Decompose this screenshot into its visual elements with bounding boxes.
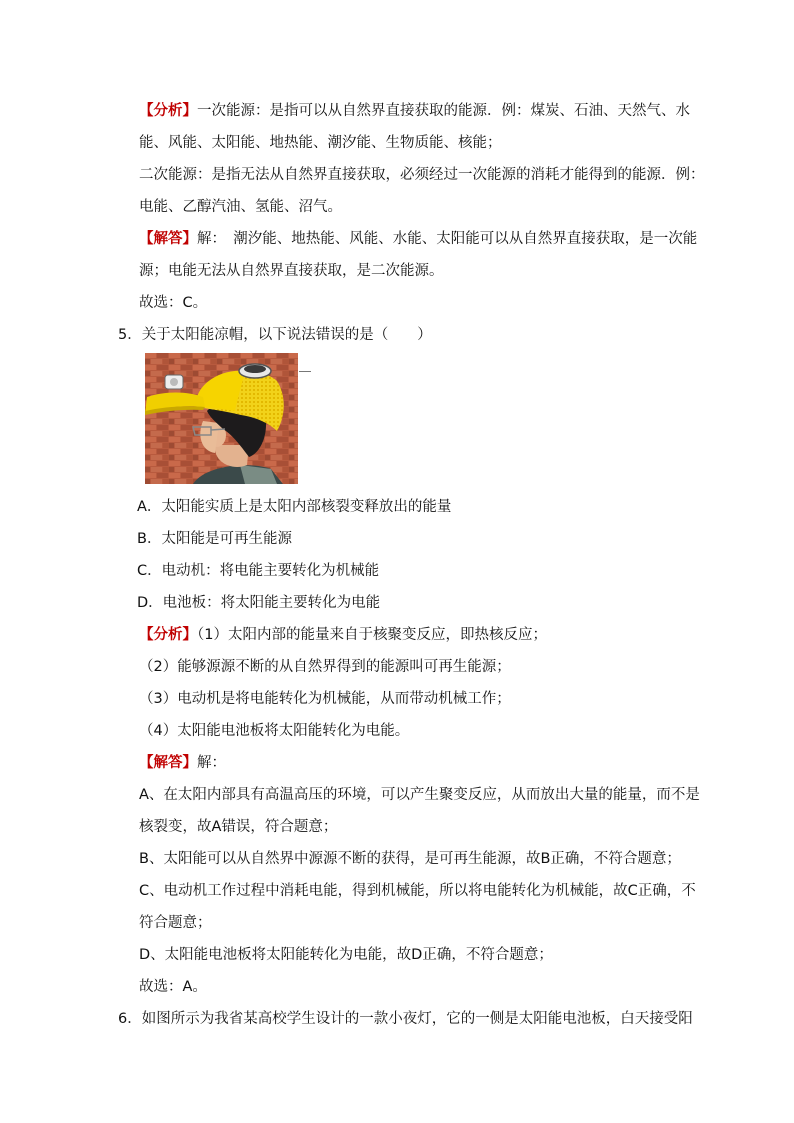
q5-answer-line-3: B、太阳能可以从自然界中源源不断的获得，是可再生能源，故B正确，不符合题意； [139,851,681,867]
q4-analysis-line-3: 二次能源：是指无法从自然界直接获取，必须经过一次能源的消耗才能得到的能源．例： [139,167,705,183]
q5-answer-line-6: D、太阳能电池板将太阳能转化为电能，故D正确，不符合题意； [139,947,553,963]
q4-analysis-line-1: 【分析】一次能源：是指可以从自然界直接获取的能源．例：煤炭、石油、天然气、水 [139,103,690,119]
q5-answer-line-5: 符合题意； [139,915,212,931]
q5-answer-line-2: 核裂变，故A错误，符合题意； [139,819,338,835]
q4-analysis-line-2: 能、风能、太阳能、地热能、潮汐能、生物质能、核能； [139,135,502,151]
q5-analysis-line-1: 【分析】（1）太阳内部的能量来自于核聚变反应，即热核反应； [139,627,547,643]
q5-stem: 5．关于太阳能凉帽，以下说法错误的是（ ） [118,327,432,343]
photo-pointer-line [299,371,311,372]
q5-analysis-line-2: （2）能够源源不断的从自然界得到的能源叫可再生能源； [139,659,511,675]
q5-analysis-line-4: （4）太阳能电池板将太阳能转化为电能。 [139,723,410,739]
answer-tag: 【解答】 [139,755,197,771]
analysis-tag: 【分析】 [139,627,197,643]
q6-stem: 6．如图所示为我省某高校学生设计的一款小夜灯，它的一侧是太阳能电池板，白天接受阳 [118,1011,693,1027]
q5-choice: 故选：A。 [139,979,207,995]
q4-answer-line-2: 源；电能无法从自然界直接获取，是二次能源。 [139,263,444,279]
q5-option-b: B．太阳能是可再生能源 [137,531,292,547]
q5-answer-line-1: A、在太阳内部具有高温高压的环境，可以产生聚变反应，从而放出大量的能量，而不是 [139,787,700,803]
q5-option-a: A．太阳能实质上是太阳内部核裂变释放出的能量 [137,499,452,515]
analysis-tag: 【分析】 [139,103,197,119]
q5-answer-line-4: C、电动机工作过程中消耗电能，得到机械能，所以将电能转化为机械能，故C正确，不 [139,883,696,899]
q5-answer-head: 【解答】解： [139,755,226,771]
q5-analysis-line-3: （3）电动机是将电能转化为机械能，从而带动机械工作； [139,691,511,707]
q4-answer-line-1: 【解答】解： 潮汐能、地热能、风能、水能、太阳能可以从自然界直接获取，是一次能 [139,231,698,247]
answer-tag: 【解答】 [139,231,197,247]
q4-choice: 故选：C。 [139,295,208,311]
q5-option-c: C．电动机：将电能主要转化为机械能 [137,563,380,579]
q4-analysis-line-4: 电能、乙醇汽油、氢能、沼气。 [139,199,342,215]
solar-cap-photo [145,353,298,484]
q5-option-d: D．电池板：将太阳能主要转化为电能 [137,595,381,611]
